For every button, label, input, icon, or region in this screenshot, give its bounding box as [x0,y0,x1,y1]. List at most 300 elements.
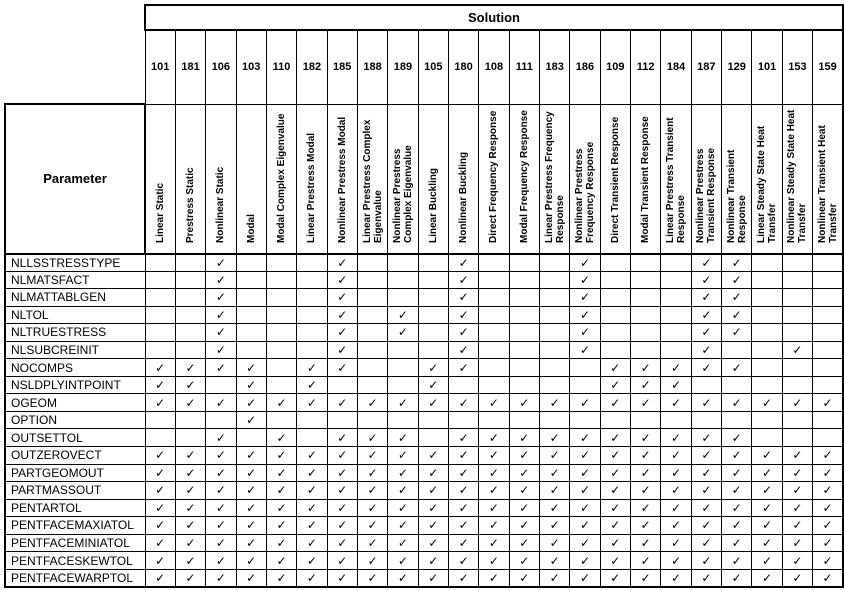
check-icon: ✓ [155,378,166,393]
check-cell [448,324,478,342]
check-icon: ✓ [276,553,287,568]
solution-code-129: 129 [722,30,752,104]
check-icon: ✓ [428,465,439,480]
check-cell [631,534,661,552]
check-cell [266,464,296,482]
check-icon: ✓ [488,395,499,410]
check-cell [661,429,691,447]
check-cell [236,552,266,570]
solution-label-cell [539,104,569,254]
check-cell [418,552,448,570]
check-icon: ✓ [610,570,621,585]
check-cell [782,499,812,517]
check-cell [752,482,782,500]
check-icon: ✓ [701,500,712,515]
solution-code-189: 189 [388,30,418,104]
check-icon: ✓ [458,483,469,498]
parameter-name: PENTFACEMINIATOL [5,534,145,552]
check-cell [479,447,509,465]
check-icon: ✓ [337,307,348,322]
check-icon: ✓ [822,570,833,585]
empty-cell [752,341,782,359]
empty-cell [752,271,782,289]
check-icon: ✓ [276,465,287,480]
check-icon: ✓ [246,570,257,585]
empty-cell [600,411,630,429]
empty-cell [600,306,630,324]
check-cell [570,499,600,517]
check-icon: ✓ [458,343,469,357]
solution-code-111: 111 [509,30,539,104]
check-cell [600,517,630,535]
check-icon: ✓ [792,483,803,498]
check-cell [448,271,478,289]
solution-label: Direct Transient Response [609,116,621,243]
parameter-row [5,482,843,500]
empty-cell [418,411,448,429]
empty-cell [357,289,387,307]
parameter-row [5,376,843,394]
check-cell [236,517,266,535]
parameter-header: Parameter [5,104,145,254]
check-icon: ✓ [306,518,317,533]
empty-cell [479,306,509,324]
check-cell [388,482,418,500]
check-cell [813,552,843,570]
check-icon: ✓ [367,536,378,551]
check-cell [752,534,782,552]
empty-cell [175,411,205,429]
check-icon: ✓ [458,255,469,270]
check-icon: ✓ [579,570,591,585]
check-cell [327,359,357,377]
check-icon: ✓ [488,536,499,551]
check-cell [388,306,418,324]
check-cell [175,359,205,377]
empty-cell [539,271,569,289]
check-icon: ✓ [519,448,530,463]
check-cell [388,464,418,482]
empty-cell [175,341,205,359]
check-cell [600,394,630,412]
check-cell [327,464,357,482]
parameter-name: PENTFACEWARPTOL [5,569,145,587]
check-cell [327,289,357,307]
solution-label: Modal Complex Eigenvalue [276,113,288,243]
corner-spacer [5,5,145,104]
empty-cell [570,359,600,377]
empty-cell [782,411,812,429]
check-cell [175,376,205,394]
check-icon: ✓ [640,553,651,568]
parameter-row [5,517,843,535]
check-icon: ✓ [276,570,287,585]
check-cell [357,447,387,465]
empty-cell [661,324,691,342]
check-icon: ✓ [276,500,287,515]
check-icon: ✓ [579,290,591,305]
check-cell [813,569,843,587]
check-cell [327,447,357,465]
empty-cell [357,254,387,272]
check-icon: ✓ [337,518,348,533]
check-cell [206,271,236,289]
empty-cell [782,429,812,447]
check-cell [479,517,509,535]
check-icon: ✓ [762,483,773,498]
empty-cell [752,289,782,307]
check-icon: ✓ [731,500,742,515]
empty-cell [509,254,539,272]
solution-code-153: 153 [782,30,812,104]
check-cell [539,429,569,447]
empty-cell [570,376,600,394]
check-cell [570,534,600,552]
check-icon: ✓ [579,536,591,551]
check-icon: ✓ [215,465,226,480]
check-cell [327,271,357,289]
check-cell [722,271,752,289]
check-cell [418,359,448,377]
check-icon: ✓ [670,465,682,480]
check-cell [357,482,387,500]
empty-cell [236,289,266,307]
check-icon: ✓ [306,536,317,551]
solution-label: Modal Transient Response [640,115,652,243]
check-icon: ✓ [701,465,712,480]
check-icon: ✓ [276,536,287,551]
parameter-name: PARTMASSOUT [5,482,145,500]
check-icon: ✓ [731,430,742,445]
empty-cell [175,271,205,289]
check-cell [631,394,661,412]
parameter-row [5,306,843,324]
check-cell [509,517,539,535]
check-cell [357,429,387,447]
check-cell [631,376,661,394]
check-cell [206,341,236,359]
empty-cell [782,376,812,394]
check-cell [479,394,509,412]
empty-cell [782,306,812,324]
check-cell [570,464,600,482]
solution-code-105: 105 [418,30,448,104]
check-cell [175,482,205,500]
check-icon: ✓ [670,483,682,498]
check-cell [570,341,600,359]
empty-cell [206,411,236,429]
check-cell [509,429,539,447]
check-icon: ✓ [701,325,712,340]
check-icon: ✓ [549,430,560,445]
check-icon: ✓ [792,536,803,551]
check-icon: ✓ [822,483,833,498]
check-cell [448,482,478,500]
check-icon: ✓ [701,448,712,463]
check-cell [448,359,478,377]
check-cell [327,324,357,342]
empty-cell [631,289,661,307]
check-cell [266,429,296,447]
empty-cell [266,341,296,359]
check-icon: ✓ [701,307,712,322]
empty-cell [691,376,721,394]
check-cell [722,499,752,517]
empty-cell [539,341,569,359]
check-cell [418,447,448,465]
check-cell [691,341,721,359]
empty-cell [236,341,266,359]
check-icon: ✓ [155,518,166,533]
empty-cell [509,271,539,289]
parameter-name: PARTGEOMOUT [5,464,145,482]
check-cell [388,569,418,587]
empty-cell [661,341,691,359]
check-cell [357,517,387,535]
check-icon: ✓ [458,448,469,463]
check-icon: ✓ [306,500,317,515]
check-icon: ✓ [428,518,439,533]
check-icon: ✓ [215,448,226,463]
empty-cell [388,411,418,429]
check-icon: ✓ [670,448,682,463]
empty-cell [388,376,418,394]
check-cell [661,447,691,465]
check-cell [388,394,418,412]
check-icon: ✓ [458,570,469,585]
empty-cell [418,289,448,307]
check-icon: ✓ [488,570,499,585]
check-cell [752,569,782,587]
check-icon: ✓ [458,272,469,287]
check-icon: ✓ [185,448,196,463]
check-icon: ✓ [579,448,591,463]
check-icon: ✓ [549,536,560,551]
check-icon: ✓ [215,483,226,498]
check-icon: ✓ [215,325,226,340]
empty-cell [297,289,327,307]
check-icon: ✓ [640,483,651,498]
check-icon: ✓ [155,483,166,498]
check-icon: ✓ [246,483,257,498]
empty-cell [388,341,418,359]
check-icon: ✓ [640,536,651,551]
parameter-name: PENTFACESKEWTOL [5,552,145,570]
check-icon: ✓ [579,343,591,357]
check-icon: ✓ [822,395,833,410]
check-cell [782,569,812,587]
parameter-name: NLSUBCREINIT [5,341,145,359]
check-icon: ✓ [428,483,439,498]
check-icon: ✓ [701,483,712,498]
check-icon: ✓ [610,378,621,393]
check-cell [206,306,236,324]
check-cell [600,359,630,377]
check-cell [297,552,327,570]
check-icon: ✓ [762,465,773,480]
check-cell [722,447,752,465]
check-cell [691,394,721,412]
check-cell [448,447,478,465]
check-cell [448,306,478,324]
empty-cell [357,306,387,324]
check-icon: ✓ [458,360,469,375]
check-cell [570,324,600,342]
empty-cell [388,359,418,377]
check-cell [297,376,327,394]
check-cell [236,394,266,412]
solution-label-cell [357,104,387,254]
check-cell [570,254,600,272]
check-icon: ✓ [670,395,682,410]
check-icon: ✓ [701,255,712,270]
check-icon: ✓ [579,307,591,322]
empty-cell [782,289,812,307]
parameter-row [5,464,843,482]
check-icon: ✓ [337,448,348,463]
check-cell [691,552,721,570]
empty-cell [297,324,327,342]
check-icon: ✓ [215,290,226,305]
solution-label-cell [448,104,478,254]
check-icon: ✓ [458,518,469,533]
check-cell [418,569,448,587]
check-icon: ✓ [397,500,408,515]
check-icon: ✓ [579,395,591,410]
check-cell [266,534,296,552]
solution-label-cell [631,104,661,254]
solution-label: Linear Buckling [427,167,439,243]
check-cell [661,394,691,412]
check-cell [418,376,448,394]
check-cell [631,464,661,482]
check-icon: ✓ [337,430,348,445]
check-cell [479,552,509,570]
check-cell [206,534,236,552]
check-cell [297,359,327,377]
check-cell [631,447,661,465]
empty-cell [752,254,782,272]
check-cell [236,447,266,465]
check-icon: ✓ [549,500,560,515]
check-icon: ✓ [822,536,833,551]
check-cell [175,394,205,412]
solution-code-181: 181 [175,30,205,104]
check-icon: ✓ [276,430,287,445]
check-cell [388,534,418,552]
check-icon: ✓ [215,536,226,551]
check-icon: ✓ [549,465,560,480]
check-icon: ✓ [397,570,408,585]
check-icon: ✓ [428,378,439,393]
check-icon: ✓ [731,448,742,463]
solution-label-cell [327,104,357,254]
check-cell [448,429,478,447]
check-cell [661,569,691,587]
empty-cell [813,429,843,447]
check-cell [479,464,509,482]
empty-cell [479,254,509,272]
empty-cell [813,271,843,289]
check-cell [813,534,843,552]
check-cell [145,499,175,517]
check-cell [357,464,387,482]
check-icon: ✓ [488,500,499,515]
solution-code-110: 110 [266,30,296,104]
empty-cell [388,254,418,272]
check-cell [631,517,661,535]
check-icon: ✓ [185,483,196,498]
empty-cell [631,254,661,272]
check-icon: ✓ [306,448,317,463]
check-cell [539,447,569,465]
empty-cell [266,324,296,342]
check-icon: ✓ [701,290,712,305]
check-icon: ✓ [731,272,742,287]
solution-label-cell [570,104,600,254]
check-cell [479,499,509,517]
empty-cell [175,324,205,342]
check-cell [327,499,357,517]
solution-code-186: 186 [570,30,600,104]
empty-cell [631,341,661,359]
check-cell [722,464,752,482]
check-icon: ✓ [215,570,226,585]
solution-label: Modal [245,213,257,243]
check-icon: ✓ [155,465,166,480]
check-icon: ✓ [397,536,408,551]
empty-cell [782,254,812,272]
empty-cell [539,376,569,394]
empty-cell [418,271,448,289]
empty-cell [175,429,205,447]
check-cell [327,254,357,272]
empty-cell [661,306,691,324]
empty-cell [479,359,509,377]
empty-cell [691,411,721,429]
check-cell [266,517,296,535]
check-icon: ✓ [246,360,257,375]
solution-label: Nonlinear Static [215,166,227,243]
check-icon: ✓ [610,448,621,463]
check-icon: ✓ [246,553,257,568]
check-icon: ✓ [337,500,348,515]
check-icon: ✓ [337,483,348,498]
check-cell [691,359,721,377]
check-cell [297,447,327,465]
check-cell [722,534,752,552]
parameter-name: NLTOL [5,306,145,324]
check-icon: ✓ [701,536,712,551]
check-icon: ✓ [185,518,196,533]
solution-label-cell [206,104,236,254]
check-cell [206,552,236,570]
check-icon: ✓ [762,500,773,515]
check-icon: ✓ [701,518,712,533]
empty-cell [266,289,296,307]
check-cell [448,569,478,587]
check-icon: ✓ [579,500,591,515]
check-cell [206,394,236,412]
check-cell [327,306,357,324]
check-icon: ✓ [246,465,257,480]
check-cell [691,306,721,324]
empty-cell [813,411,843,429]
check-icon: ✓ [428,553,439,568]
empty-cell [236,324,266,342]
solution-code-183: 183 [539,30,569,104]
check-icon: ✓ [488,518,499,533]
